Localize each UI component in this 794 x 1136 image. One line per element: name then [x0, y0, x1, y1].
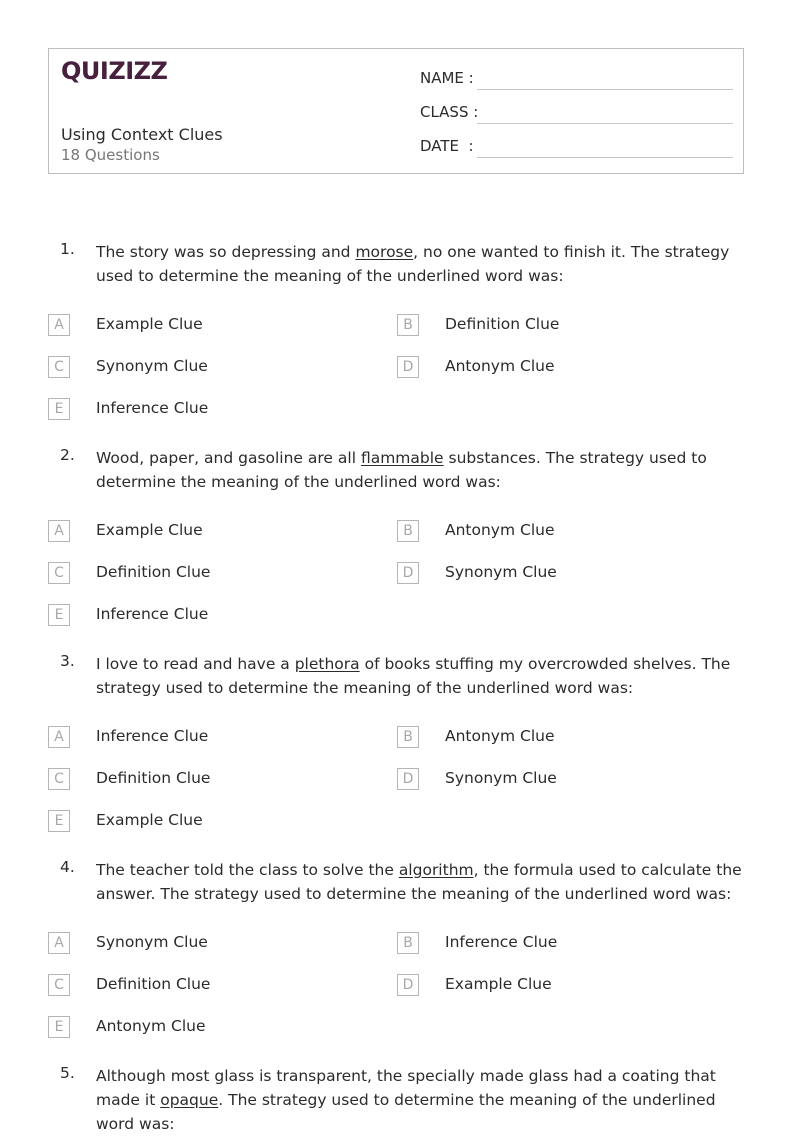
date-label: DATE :	[420, 137, 474, 155]
option-letter-box[interactable]: B	[397, 726, 419, 748]
question-text-part: I love to read and have a	[96, 655, 295, 673]
question-text-part: The story was so depressing and	[96, 243, 356, 261]
option-text: Example Clue	[96, 315, 203, 333]
class-label: CLASS :	[420, 103, 479, 121]
option-text: Antonym Clue	[445, 357, 555, 375]
option-letter-box[interactable]: C	[48, 768, 70, 790]
option-letter-box[interactable]: E	[48, 604, 70, 626]
option-text: Antonym Clue	[445, 727, 555, 745]
underlined-word: opaque	[160, 1091, 219, 1109]
name-label: NAME :	[420, 69, 474, 87]
option-letter-box[interactable]: A	[48, 520, 70, 542]
option-letter-box[interactable]: E	[48, 810, 70, 832]
option-text: Inference Clue	[96, 399, 209, 417]
option-letter-box[interactable]: A	[48, 726, 70, 748]
option-text: Inference Clue	[96, 727, 209, 745]
option-letter-box[interactable]: B	[397, 520, 419, 542]
underlined-word: morose	[355, 243, 414, 261]
option-text: Synonym Clue	[445, 769, 557, 787]
option-text: Definition Clue	[445, 315, 560, 333]
class-line[interactable]	[477, 123, 733, 124]
question-number: 4.	[60, 858, 75, 876]
option-text: Example Clue	[445, 975, 552, 993]
question-text	[96, 240, 746, 288]
option-text: Synonym Clue	[96, 357, 208, 375]
option-text: Synonym Clue	[96, 933, 208, 951]
option-letter-box[interactable]: A	[48, 314, 70, 336]
option-letter-box[interactable]: D	[397, 768, 419, 790]
option-text: Definition Clue	[96, 563, 211, 581]
option-letter-box[interactable]: B	[397, 314, 419, 336]
option-letter-box[interactable]: E	[48, 1016, 70, 1038]
question-number: 5.	[60, 1064, 75, 1082]
question-text-part: substances. The strategy used to determine the meaning of the underlined word was:	[96, 449, 707, 491]
underlined-word: algorithm	[398, 861, 474, 879]
option-text: Example Clue	[96, 521, 203, 539]
question-text	[96, 1064, 746, 1136]
question-text-part: Wood, paper, and gasoline are all	[96, 449, 361, 467]
worksheet-header	[48, 48, 744, 174]
option-text: Synonym Clue	[445, 563, 557, 581]
question-text-part: , the formula used to calculate the answer. The strategy used to determine the meaning of the underlined word was:	[96, 861, 742, 903]
option-text: Definition Clue	[96, 769, 211, 787]
date-field[interactable]	[420, 137, 474, 155]
option-letter-box[interactable]: C	[48, 974, 70, 996]
option-letter-box[interactable]: A	[48, 932, 70, 954]
class-field[interactable]	[420, 103, 478, 121]
option-text: Definition Clue	[96, 975, 211, 993]
quizizz-logo: QUIZIZZ	[61, 57, 168, 85]
question-text	[96, 652, 746, 700]
option-letter-box[interactable]: C	[48, 356, 70, 378]
question-text	[96, 446, 746, 494]
question-text-part: , no one wanted to finish it. The strategy used to determine the meaning of the underlined word was:	[96, 243, 730, 285]
name-field[interactable]	[420, 69, 474, 87]
underlined-word: flammable	[360, 449, 444, 467]
option-letter-box[interactable]: D	[397, 562, 419, 584]
question-text-part: Although most glass is transparent, the specially made glass had a coating that made it	[96, 1067, 716, 1109]
option-text: Antonym Clue	[445, 521, 555, 539]
option-letter-box[interactable]: D	[397, 356, 419, 378]
option-letter-box[interactable]: E	[48, 398, 70, 420]
name-line[interactable]	[477, 89, 733, 90]
question-text-part: . The strategy used to determine the meaning of the underlined word was:	[96, 1091, 716, 1133]
question-number: 3.	[60, 652, 75, 670]
question-number: 1.	[60, 240, 75, 258]
question-text-part: The teacher told the class to solve the	[96, 861, 399, 879]
question-count: 18 Questions	[61, 146, 160, 164]
option-letter-box[interactable]: B	[397, 932, 419, 954]
question-text	[96, 858, 746, 906]
question-number: 2.	[60, 446, 75, 464]
date-line[interactable]	[477, 157, 733, 158]
question-text-part: of books stuffing my overcrowded shelves. The strategy used to determine the meaning of the underlined word was:	[96, 655, 731, 697]
option-text: Inference Clue	[445, 933, 558, 951]
option-letter-box[interactable]: D	[397, 974, 419, 996]
option-text: Antonym Clue	[96, 1017, 206, 1035]
option-text: Example Clue	[96, 811, 203, 829]
worksheet-title: Using Context Clues	[61, 125, 223, 144]
option-text: Inference Clue	[96, 605, 209, 623]
option-letter-box[interactable]: C	[48, 562, 70, 584]
underlined-word: plethora	[294, 655, 360, 673]
